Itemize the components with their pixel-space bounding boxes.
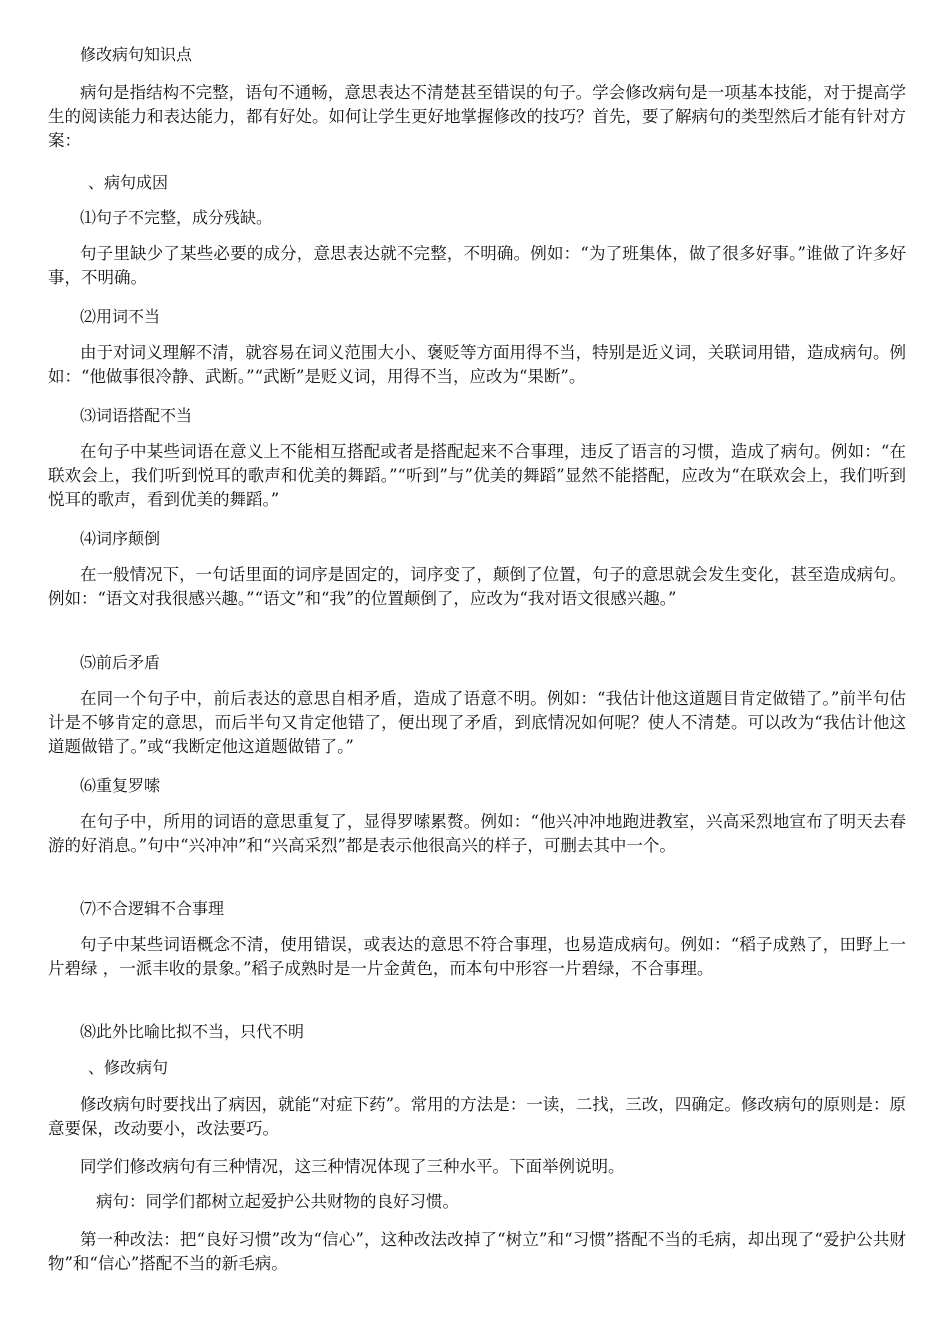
cause-paragraph-2: 由于对词义理解不清，就容易在词义范围大小、褒贬等方面用得不当，特别是近义词，关联词用错，造成病句。例如：“他做事很冷静、武断。”“武断”是贬义词，用得不当，应改为“果断”。 (48, 343, 906, 386)
cause-heading-7: ⑺不合逻辑不合事理 (80, 899, 225, 918)
cause-paragraph-7: 句子中某些词语概念不清，使用错误，或表达的意思不符合事理，也易造成病句。例如：“稻子成熟了，田野上一片碧绿 ，一派丰收的景象。”稻子成熟时是一片金黄色，而本句中形容一片碧绿，不合事理。 (48, 935, 906, 978)
section-heading-revise: 、修改病句 (88, 1058, 169, 1077)
cause-heading-1: ⑴句子不完整，成分残缺。 (80, 208, 273, 227)
section-heading-causes: 、病句成因 (88, 173, 169, 192)
cause-paragraph-4: 在一般情况下，一句话里面的词序是固定的，词序变了，颠倒了位置，句子的意思就会发生变化，甚至造成病句。例如：“语文对我很感兴趣。”“语文”和“我”的位置颠倒了，应改为“我对语文很感兴趣。” (48, 565, 906, 608)
cause-paragraph-3: 在句子中某些词语在意义上不能相互搭配或者是搭配起来不合事理，违反了语言的习惯，造成了病句。例如：“在联欢会上，我们听到悦耳的歌声和优美的舞蹈。”“听到”与”优美的舞蹈”显然不能搭配，应改为“在联欢会上，我们听到悦耳的歌声，看到优美的舞蹈。” (48, 442, 906, 509)
cause-paragraph-1: 句子里缺少了某些必要的成分，意思表达就不完整，不明确。例如：“为了班集体，做了很多好事。”谁做了许多好事，不明确。 (48, 244, 906, 287)
intro-paragraph: 病句是指结构不完整，语句不通畅，意思表达不清楚甚至错误的句子。学会修改病句是一项基本技能，对于提高学生的阅读能力和表达能力，都有好处。如何让学生更好地掌握修改的技巧？首先，要了解病句的类型然后才能有针对方案： (48, 83, 906, 150)
revise-paragraph-1: 修改病句时要找出了病因，就能“对症下药”。常用的方法是：一读，二找，三改，四确定。修改病句的原则是：原意要保，改动要小，改法要巧。 (48, 1095, 906, 1138)
revise-paragraph-2: 同学们修改病句有三种情况，这三种情况体现了三种水平。下面举例说明。 (80, 1157, 625, 1176)
cause-heading-2: ⑵用词不当 (80, 307, 161, 326)
document-title: 修改病句知识点 (80, 45, 193, 64)
example-sentence: 病句：同学们都树立起爱护公共财物的良好习惯。 (96, 1192, 459, 1211)
cause-paragraph-6: 在句子中，所用的词语的意思重复了，显得罗嗦累赘。例如：“他兴冲冲地跑进教室，兴高采烈地宣布了明天去春游的好消息。”句中“兴冲冲”和“兴高采烈”都是表示他很高兴的样子，可删去其中一个。 (48, 812, 906, 855)
cause-heading-4: ⑷词序颠倒 (80, 529, 161, 548)
cause-heading-8: ⑻此外比喻比拟不当，只代不明 (80, 1022, 305, 1041)
cause-heading-5: ⑸前后矛盾 (80, 653, 161, 672)
cause-heading-3: ⑶词语搭配不当 (80, 406, 193, 425)
revise-paragraph-3: 第一种改法：把“良好习惯”改为“信心”，这种改法改掉了“树立”和“习惯”搭配不当的毛病，却出现了“爱护公共财物”和“信心”搭配不当的新毛病。 (48, 1230, 906, 1273)
cause-heading-6: ⑹重复罗嗦 (80, 776, 161, 795)
cause-paragraph-5: 在同一个句子中，前后表达的意思自相矛盾，造成了语意不明。例如：“我估计他这道题目肯定做错了。”前半句估计是不够肯定的意思，而后半句又肯定他错了，便出现了矛盾，到底情况如何呢？使人不清楚。可以改为“我估计他这道题做错了。”或“我断定他这道题做错了。” (48, 689, 906, 756)
